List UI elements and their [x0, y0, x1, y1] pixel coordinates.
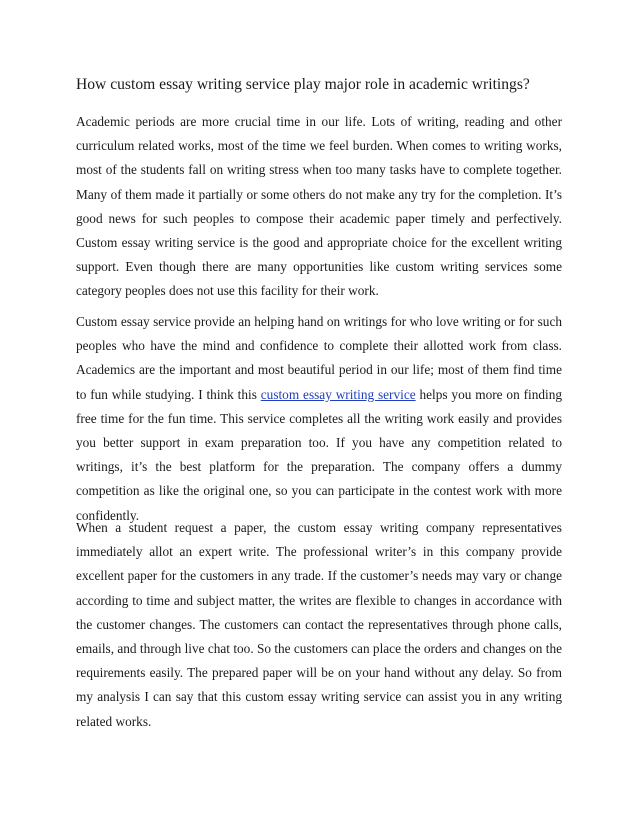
paragraph-2-text-after-link: helps you more on finding free time for the fun time. This service completes all the writing work easily and provides you better support in exam preparation too. If you have any competition related to writings, it’s the best platform for the preparation. The company offers a dummy competition as like the original one, so you can participate in the contest work with more confidently.: [76, 386, 563, 523]
paragraph-3: When a student request a paper, the custom essay writing company representatives immediately allot an expert write. The professional writer’s in this company provide excellent paper for the customers in any trade. If the customer’s needs may vary or change according to time and subject matter, the writes are flexible to changes in accordance with the customer changes. The customers can contact the representatives through phone calls, emails, and through live chat too. So the customers can place the orders and changes on the requirements easily. The prepared paper will be on your hand without any delay. So from my analysis I can say that this custom essay writing service can assist you in any writing related works.: [76, 520, 562, 729]
paragraph-1: Academic periods are more crucial time in our life. Lots of writing, reading and other curriculum related works, most of the time we feel burden. When comes to writing works, most of the students fall on writing stress when too many tasks have to complete together. Many of them made it partially or some others do not make any try for the completion. It’s good news for such peoples to compose their academic paper timely and perfectively. Custom essay writing service is the good and appropriate choice for the excellent writing support. Even though there are many opportunities like custom writing services some category peoples does not use this facility for their work.: [76, 114, 562, 299]
document-title: How custom essay writing service play major role in academic writings?: [76, 76, 530, 93]
paragraph-2-text-before-link: Custom essay service provide an helping hand on writings for who love writing or for such peoples who have the mind and confidence to complete their allotted work from class. Academics are the important and most beautiful period in our life; most of them find time to fun while studying. I think this: [76, 314, 562, 402]
paragraph-2: [76, 310, 562, 528]
custom-essay-writing-service-link[interactable]: custom essay writing service: [260, 386, 416, 402]
